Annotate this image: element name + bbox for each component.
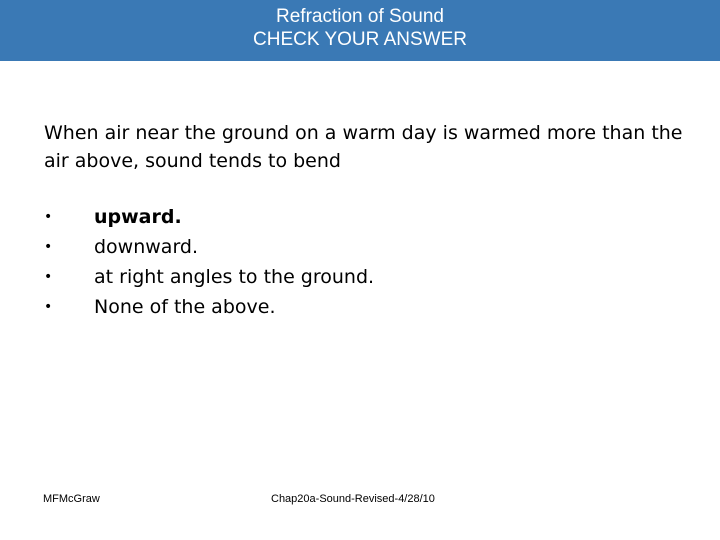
- bullet-icon: •: [44, 269, 53, 285]
- answer-option-label: None of the above.: [94, 296, 276, 318]
- answer-option-label: downward.: [94, 236, 199, 258]
- bullet-icon: •: [44, 209, 53, 225]
- slide-title: Refraction of Sound: [276, 6, 444, 27]
- footer-author: MFMcGraw: [43, 493, 100, 505]
- slide-subtitle: CHECK YOUR ANSWER: [253, 29, 467, 50]
- footer-file-name: Chap20a-Sound-Revised-4/28/10: [271, 493, 435, 505]
- question-text: When air near the ground on a warm day is warmed more than the air above, sound tends to bend: [44, 122, 683, 172]
- answer-option-label: upward.: [94, 206, 182, 228]
- bullet-icon: •: [44, 299, 53, 315]
- answer-option-label: at right angles to the ground.: [94, 266, 375, 288]
- slide-title-bar: [0, 0, 720, 61]
- bullet-icon: •: [44, 239, 53, 255]
